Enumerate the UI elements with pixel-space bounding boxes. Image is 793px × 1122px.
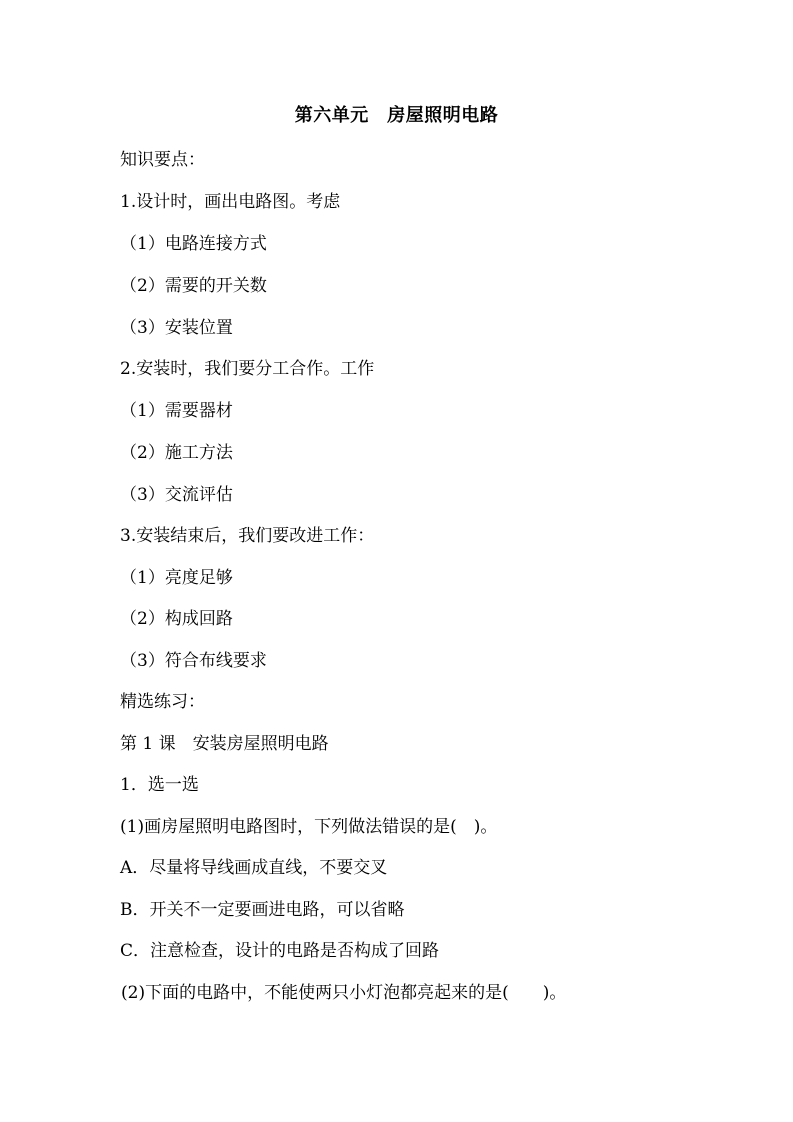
- point-1: 1.设计时，画出电路图。考虑: [120, 192, 341, 212]
- question-2: (2)下面的电路中，不能使两只小灯泡都亮起来的是( )。: [121, 983, 567, 1003]
- section-title: 1．选一选: [120, 775, 199, 795]
- point-3-item-2: （2）构成回路: [120, 609, 233, 629]
- point-1-item-1: （1）电路连接方式: [120, 234, 267, 254]
- option-a: A．尽量将导线画成直线，不要交叉: [120, 858, 388, 878]
- point-3-item-3: （3）符合布线要求: [120, 651, 267, 671]
- point-1-item-2: （2）需要的开关数: [120, 276, 267, 296]
- point-3: 3.安装结束后，我们要改进工作：: [120, 526, 375, 546]
- point-3-item-1: （1）亮度足够: [120, 568, 233, 588]
- point-2: 2.安装时，我们要分工合作。工作: [120, 359, 375, 379]
- point-1-item-3: （3）安装位置: [120, 318, 233, 338]
- point-2-item-3: （3）交流评估: [120, 485, 233, 505]
- option-c: C．注意检查，设计的电路是否构成了回路: [120, 941, 440, 961]
- option-b: B．开关不一定要画进电路，可以省略: [120, 900, 405, 920]
- page-title: 第六单元 房屋照明电路: [294, 105, 499, 126]
- point-2-item-2: （2）施工方法: [120, 443, 233, 463]
- lesson-title: 第 1 课 安装房屋照明电路: [120, 734, 329, 754]
- knowledge-heading: 知识要点：: [120, 150, 205, 170]
- practice-heading: 精选练习：: [120, 692, 205, 712]
- question-1: (1)画房屋照明电路图时，下列做法错误的是( )。: [120, 817, 498, 837]
- point-2-item-1: （1）需要器材: [120, 401, 233, 421]
